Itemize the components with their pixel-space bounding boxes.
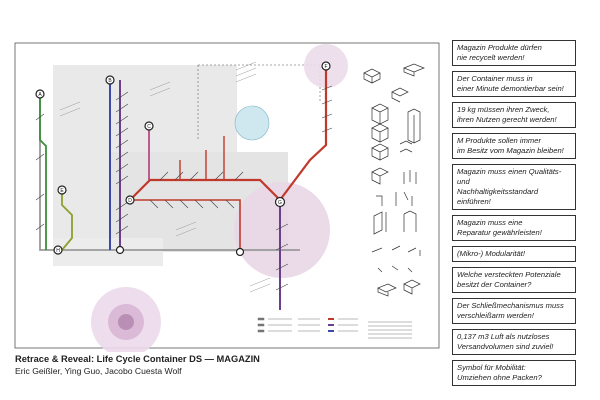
note-3: 19 kg müssen ihren Zweck, ihren Nutzen gerecht werden!: [452, 102, 576, 128]
note-11: Symbol für Mobilität: Umziehen ohne Packen?: [452, 360, 576, 386]
node-label-c: C: [147, 124, 151, 130]
node-label-h: H: [56, 248, 60, 254]
node-label-e: E: [60, 188, 64, 194]
note-8: Welche versteckten Potenziale besitzt der Container?: [452, 267, 576, 293]
requirement-notes: [452, 40, 576, 391]
node-extra-2: [237, 249, 244, 256]
note-7: (Mikro-) Modularität!: [452, 246, 576, 262]
note-4: M Produkte sollen immer im Besitz vom Magazin bleiben!: [452, 133, 576, 159]
legend: [258, 318, 412, 338]
node-label-a: A: [38, 92, 42, 98]
note-10: 0,137 m3 Luft als nutzloses Versandvolumen sind zuviel!: [452, 329, 576, 355]
blue-circle: [235, 106, 269, 140]
node-label-d: D: [128, 198, 132, 204]
note-6: Magazin muss eine Reparatur gewährleisten!: [452, 215, 576, 241]
note-2: Der Container muss in einer Minute demontierbar sein!: [452, 71, 576, 97]
note-9: Der Schließmechanismus muss verschleißarm werden!: [452, 298, 576, 324]
node-label-g: G: [278, 200, 282, 206]
page-title: Retrace & Reveal: Life Cycle Container DS — MAGAZIN: [15, 354, 260, 364]
part-sketches: [364, 64, 424, 296]
authors: Eric Geißler, Ying Guo, Jacobo Cuesta Wolf: [15, 366, 182, 376]
node-label-b: B: [108, 78, 112, 84]
title-block: [15, 354, 435, 376]
note-1: Magazin Produkte dürfen nie recycelt werden!: [452, 40, 576, 66]
purple-circle-bottom-core: [118, 314, 134, 330]
note-5: Magazin muss einen Qualitäts- und Nachhaltigkeitsstandard einführen!: [452, 164, 576, 210]
node-extra-1: [117, 247, 124, 254]
node-label-f: F: [324, 64, 328, 70]
